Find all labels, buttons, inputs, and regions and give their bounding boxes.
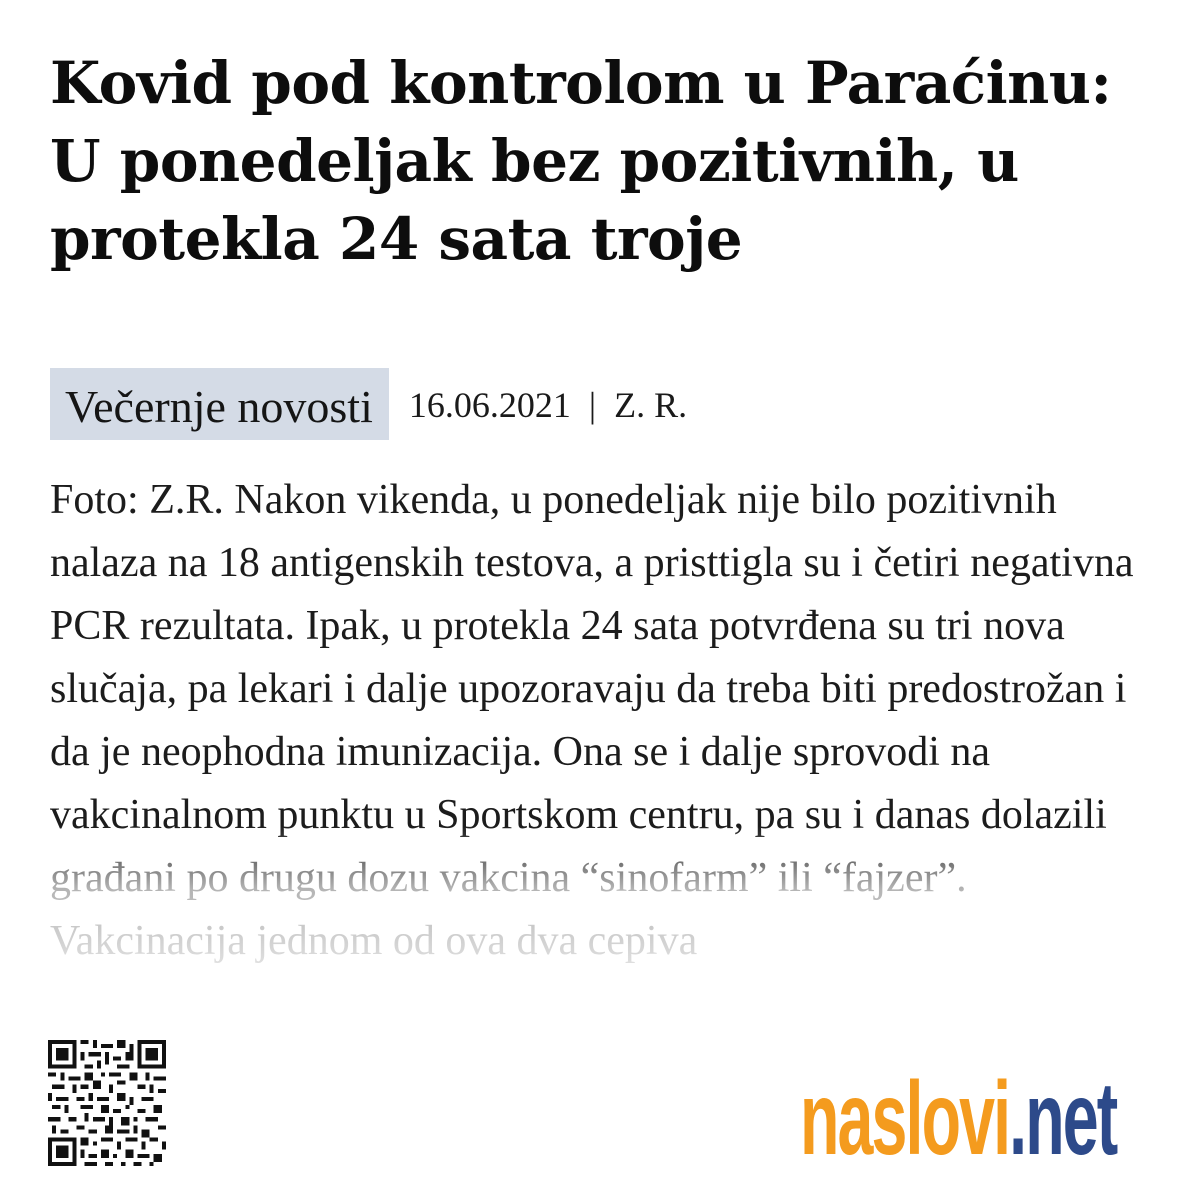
article-meta bbox=[50, 368, 687, 440]
dateline bbox=[409, 384, 687, 426]
logo-text-net: .net bbox=[1009, 1061, 1117, 1177]
source-badge[interactable]: Večernje novosti bbox=[50, 368, 389, 440]
logo-text-naslovi: naslovi bbox=[800, 1061, 1010, 1177]
article-body-text: Foto: Z.R. Nakon vikenda, u ponedeljak nije bilo pozitivnih nalaza na 18 antigenskih testova, a pristtigla su i četiri negativna PCR rezultata. Ipak, u protekla 24 sata potvrđena su tri nova slučaja, pa lekari i dalje upozoravaju da treba biti predostrožan i da je neophodna imunizacija. Ona se i dalje sprovodi na vakcinalnom punktu u Sportskom centru, pa su i danas dolazili građani po drugu dozu vakcina “sinofarm” ili “fajzer”. Vakcinacija jednom od ova dva cepiva bbox=[50, 469, 1150, 973]
qr-code-icon[interactable] bbox=[48, 1040, 166, 1166]
article-body bbox=[50, 469, 1150, 1010]
article-headline: Kovid pod kontrolom u Paraćinu: U ponedeljak bez pozitivnih, u protekla 24 sata troje bbox=[50, 49, 1112, 273]
article-author: Z. R. bbox=[614, 385, 688, 425]
naslovi-net-logo[interactable] bbox=[800, 1060, 1117, 1177]
meta-separator: | bbox=[588, 385, 597, 425]
article-date: 16.06.2021 bbox=[408, 385, 571, 425]
